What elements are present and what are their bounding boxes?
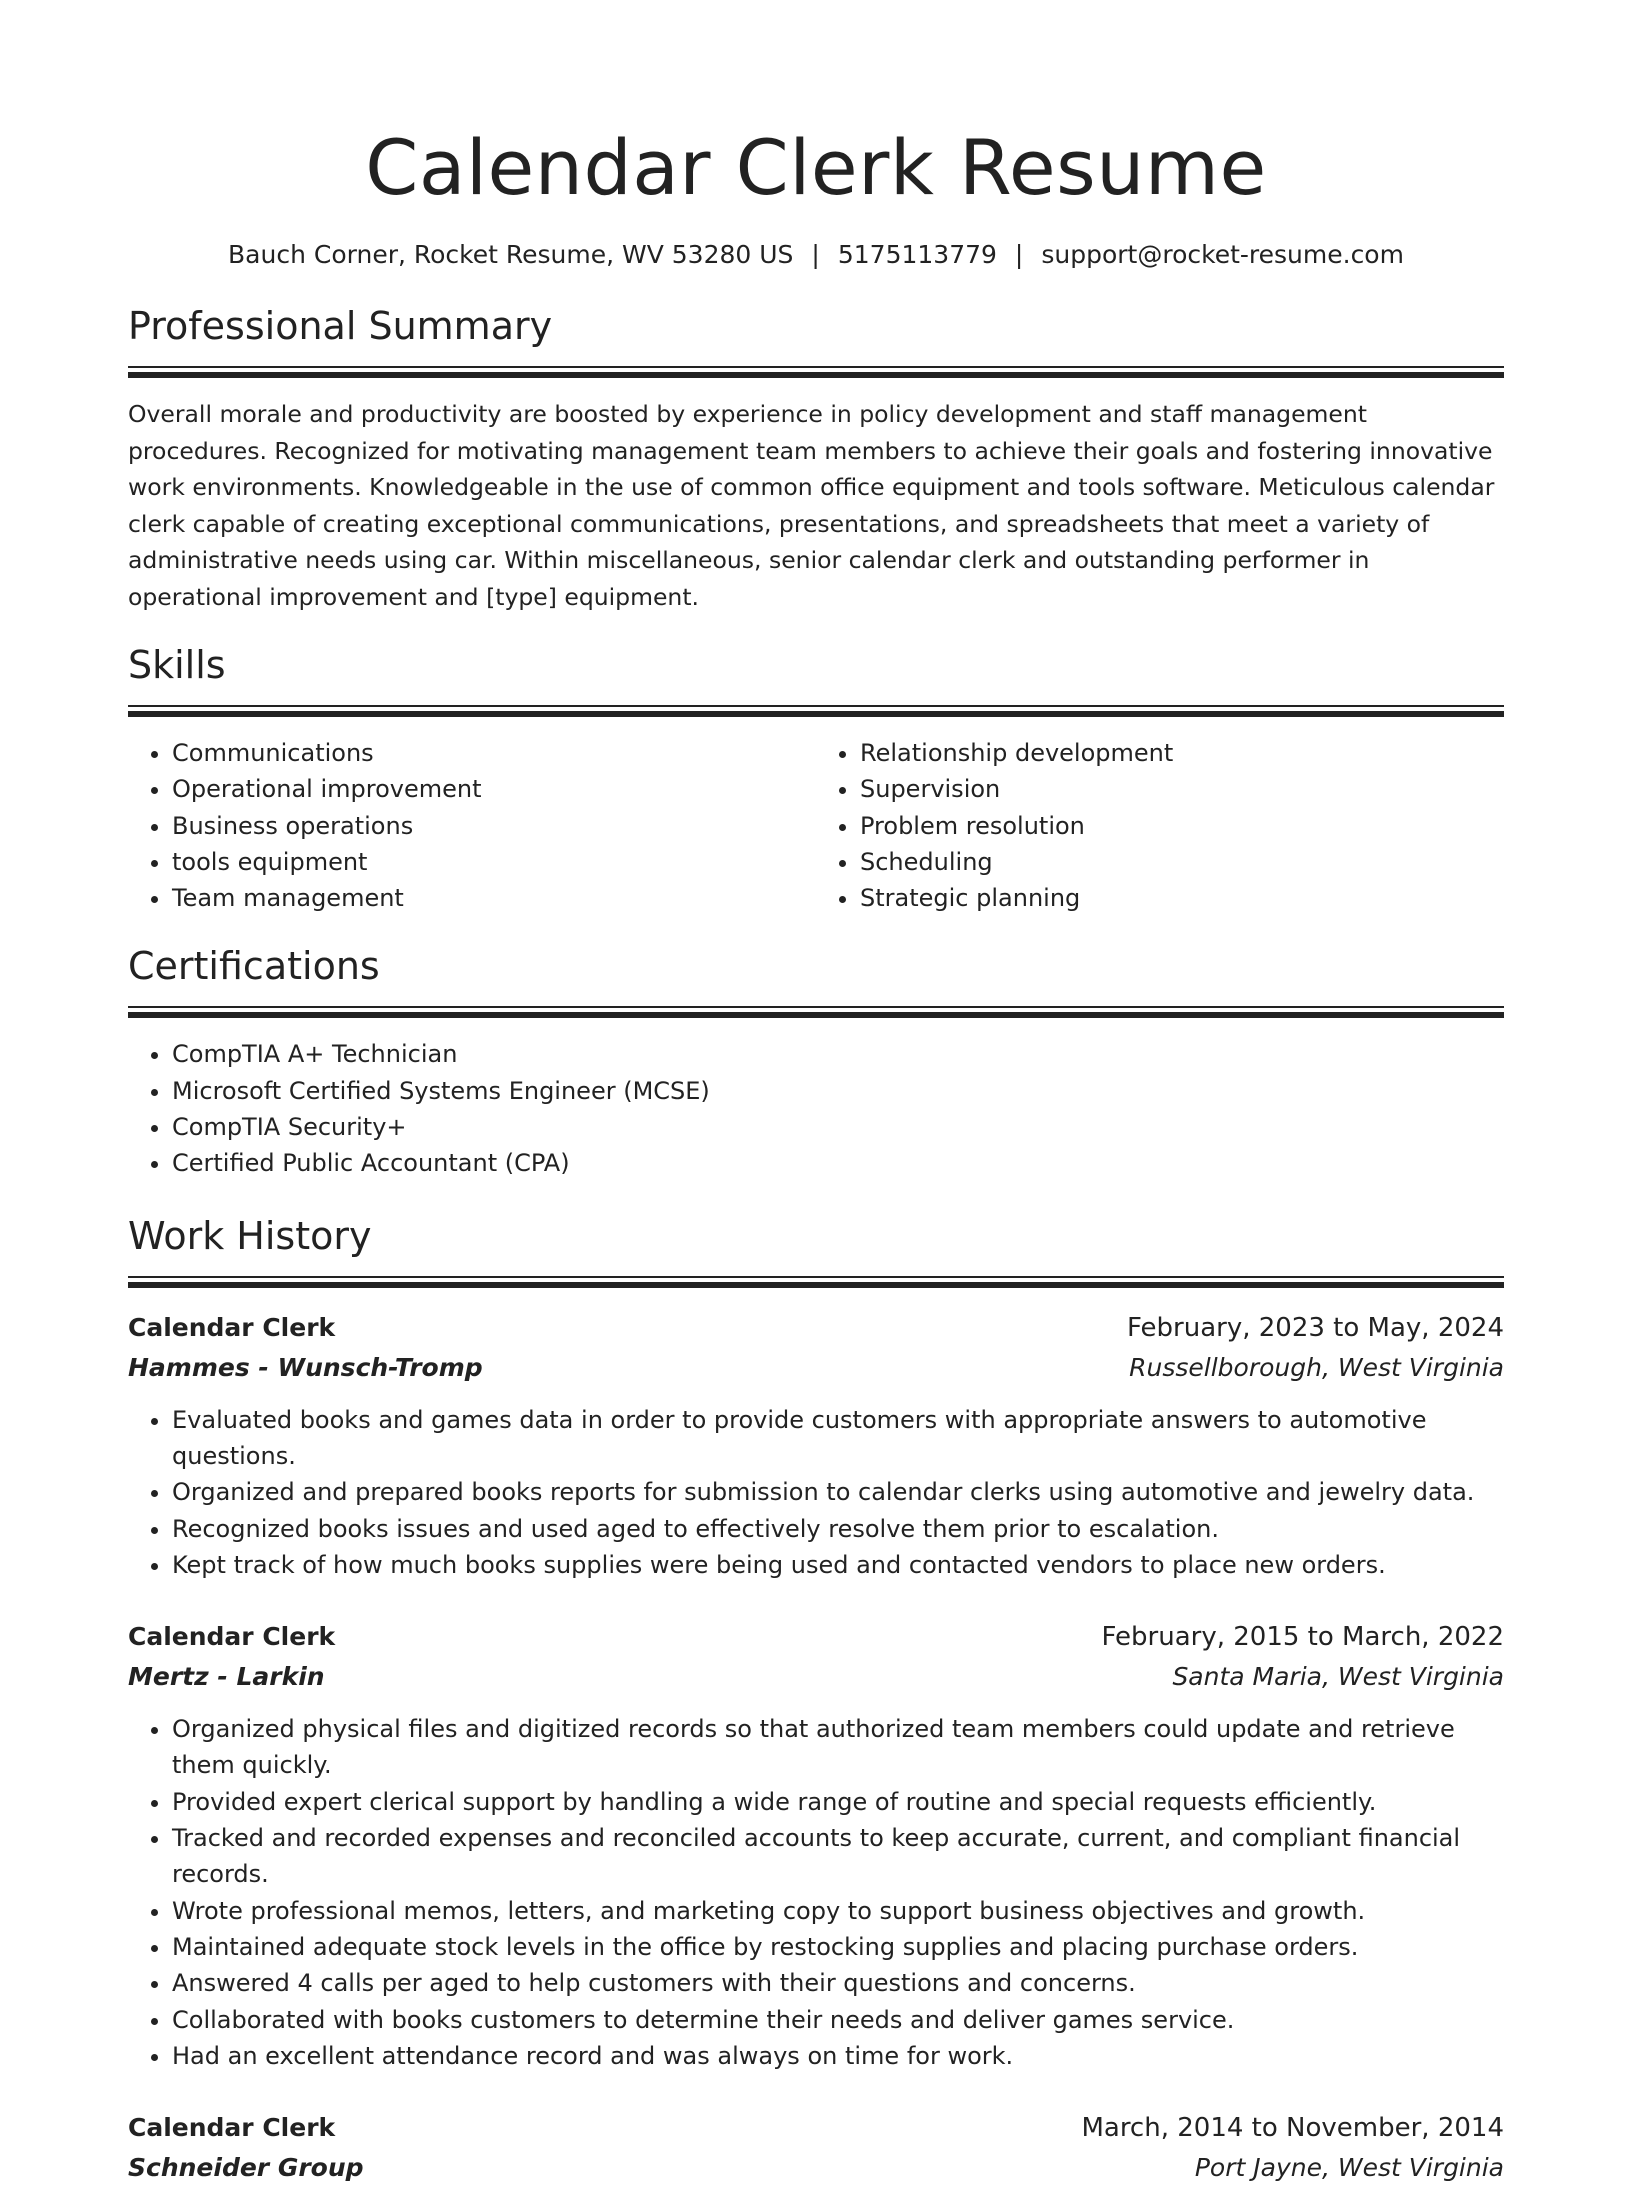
skill-item: • Supervision bbox=[860, 771, 1504, 807]
contact-phone: 5175113779 bbox=[837, 240, 997, 269]
job-header-row bbox=[128, 1617, 1504, 1657]
skill-item: • Operational improvement bbox=[172, 771, 816, 807]
job-bullets bbox=[128, 1711, 1504, 2074]
section-divider bbox=[128, 1006, 1504, 1018]
job-title: Calendar Clerk bbox=[128, 1622, 336, 1652]
job-bullet: • Evaluated books and games data in order to provide customers with appropriate answers to automotive questions. bbox=[172, 1402, 1504, 1475]
job-bullets bbox=[128, 1402, 1504, 1583]
section-divider bbox=[128, 366, 1504, 378]
job-dates: March, 2014 to November, 2014 bbox=[1081, 2113, 1504, 2144]
job-bullet: • Had an excellent attendance record and was always on time for work. bbox=[172, 2038, 1504, 2074]
skill-item: • Business operations bbox=[172, 808, 816, 844]
section-heading-skills: Skills bbox=[128, 643, 226, 687]
job-bullet: • Maintained adequate stock levels in the office by restocking supplies and placing purchase orders. bbox=[172, 1929, 1504, 1965]
job-employer-row bbox=[128, 1657, 1504, 1697]
certification-item: • Certified Public Accountant (CPA) bbox=[172, 1145, 1504, 1181]
skill-item: • Communications bbox=[172, 735, 816, 771]
certifications-list bbox=[128, 1036, 1504, 1181]
job-company: Schneider Group bbox=[128, 2153, 364, 2183]
contact-address: Bauch Corner, Rocket Resume, WV 53280 US bbox=[228, 240, 794, 269]
certifications-section bbox=[128, 942, 1504, 1181]
job-company: Hammes - Wunsch-Tromp bbox=[128, 1352, 483, 1382]
skill-item: • Relationship development bbox=[860, 735, 1504, 771]
job-company: Mertz - Larkin bbox=[128, 1662, 325, 1692]
job-title: Calendar Clerk bbox=[128, 1312, 336, 1342]
skill-item: • tools equipment bbox=[172, 844, 816, 880]
contact-line bbox=[128, 238, 1504, 272]
job-entry bbox=[128, 1617, 1504, 2074]
section-heading-certifications: Certifications bbox=[128, 944, 380, 989]
contact-separator: | bbox=[1014, 240, 1024, 269]
section-divider bbox=[128, 1276, 1504, 1288]
skills-list-right bbox=[816, 735, 1504, 916]
section-divider bbox=[128, 705, 1504, 717]
skill-item: • Scheduling bbox=[860, 844, 1504, 880]
job-title: Calendar Clerk bbox=[128, 2113, 336, 2143]
work-history-section bbox=[128, 1212, 1504, 2188]
section-heading-summary: Professional Summary bbox=[128, 304, 553, 348]
job-bullet: • Collaborated with books customers to determine their needs and deliver games service. bbox=[172, 2002, 1504, 2038]
job-employer-row bbox=[128, 2148, 1504, 2188]
skill-item: • Strategic planning bbox=[860, 880, 1504, 916]
job-bullet: • Organized physical files and digitized records so that authorized team members could update and retrieve them quickly. bbox=[172, 1711, 1504, 1784]
job-bullet: • Answered 4 calls per aged to help customers with their questions and concerns. bbox=[172, 1965, 1504, 2001]
job-bullet: • Organized and prepared books reports for submission to calendar clerks using automotive and jewelry data. bbox=[172, 1474, 1504, 1510]
skills-columns bbox=[128, 735, 1504, 916]
job-bullet: • Tracked and recorded expenses and reconciled accounts to keep accurate, current, and compliant financial records. bbox=[172, 1820, 1504, 1893]
certification-item: • Microsoft Certified Systems Engineer (MCSE) bbox=[172, 1073, 1504, 1109]
certification-item: • CompTIA A+ Technician bbox=[172, 1036, 1504, 1072]
skill-item: • Problem resolution bbox=[860, 808, 1504, 844]
job-header-row bbox=[128, 1308, 1504, 1348]
resume-page bbox=[128, 0, 1504, 2188]
job-bullet: • Kept track of how much books supplies were being used and contacted vendors to place new orders. bbox=[172, 1547, 1504, 1583]
job-dates: February, 2015 to March, 2022 bbox=[1101, 1622, 1504, 1653]
job-entry bbox=[128, 1308, 1504, 1583]
job-location: Santa Maria, West Virginia bbox=[1172, 1662, 1504, 1692]
summary-section bbox=[128, 302, 1504, 615]
job-dates: February, 2023 to May, 2024 bbox=[1127, 1312, 1504, 1343]
skill-item: • Team management bbox=[172, 880, 816, 916]
contact-email: support@rocket-resume.com bbox=[1041, 240, 1404, 269]
skills-list-left bbox=[128, 735, 816, 916]
job-bullet: • Recognized books issues and used aged to effectively resolve them prior to escalation. bbox=[172, 1511, 1504, 1547]
job-entry bbox=[128, 2108, 1504, 2188]
section-heading-work-history: Work History bbox=[128, 1213, 372, 1258]
job-bullet: • Wrote professional memos, letters, and marketing copy to support business objectives and growth. bbox=[172, 1893, 1504, 1929]
job-bullet: • Provided expert clerical support by handling a wide range of routine and special requests efficiently. bbox=[172, 1784, 1504, 1820]
skills-section bbox=[128, 641, 1504, 916]
contact-separator: | bbox=[811, 240, 820, 269]
certification-item: • CompTIA Security+ bbox=[172, 1109, 1504, 1145]
job-location: Port Jayne, West Virginia bbox=[1194, 2153, 1504, 2183]
summary-text: Overall morale and productivity are boosted by experience in policy development and staff management procedures. Recognized for motivating management team members to achieve their goals and fostering innovative work environments. Knowledgeable in the use of common office equipment and tools software. Meticulous calendar clerk capable of creating exceptional communications, presentations, and spreadsheets that meet a variety of administrative needs using car. Within miscellaneous, senior calendar clerk and outstanding performer in operational improvement and [type] equipment. bbox=[128, 400, 1495, 611]
job-location: Russellborough, West Virginia bbox=[1129, 1352, 1504, 1382]
job-employer-row bbox=[128, 1348, 1504, 1388]
job-header-row bbox=[128, 2108, 1504, 2148]
resume-title: Calendar Clerk Resume bbox=[365, 123, 1267, 212]
